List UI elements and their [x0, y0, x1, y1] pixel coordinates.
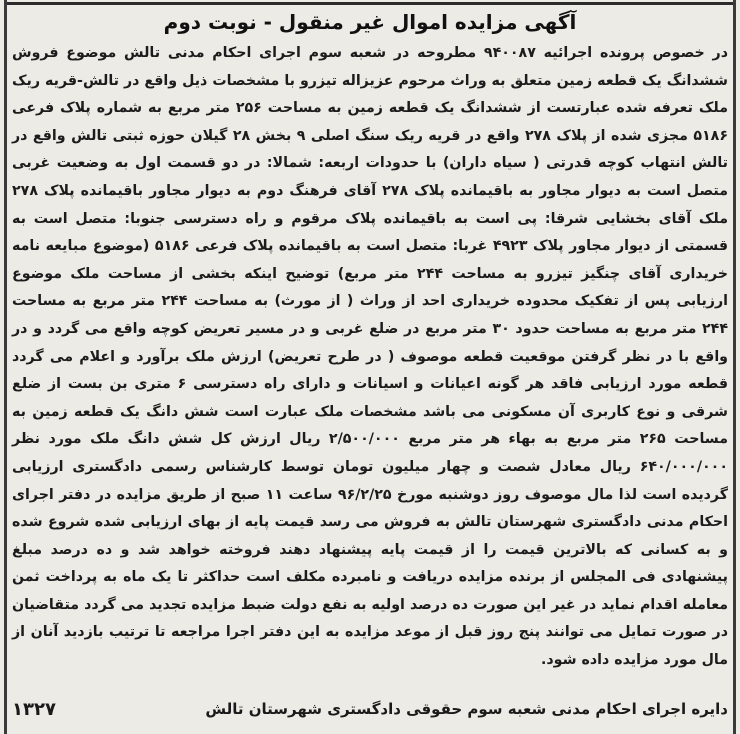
notice-number: ۱۳۲۷: [12, 698, 56, 720]
left-border: [4, 0, 7, 734]
top-border: [6, 2, 734, 5]
right-border: [733, 0, 736, 734]
notice-body: در خصوص پرونده اجرائیه ۹۴۰۰۸۷ مطروحه در شعبه سوم اجرای احکام مدنی تالش موضوع فروش ششدانگ یک قطعه زمین متعلق به وراث مرحوم عزیزاله تیزرو با مشخصات ذیل واقع در تالش-قریه ریک ملک تعرفه شده عبارتست از ششدانگ یک قطعه زمین به مساحت ۲۵۶ متر مربع به شماره پلاک فرعی ۵۱۸۶ مجزی شده از پلاک ۲۷۸ واقع در قریه ریک سنگ اصلی ۹ بخش ۲۸ گیلان حوزه ثبتی تالش واقع در تالش انتهاب کوچه قدرتی ( سیاه داران) با حدودات اربعه: شمالا: در دو قسمت اول به وضعیت غربی متصل است به دیوار مجاور به باقیمانده پلاک ۲۷۸ آقای فرهنگ دوم به دیوار مجاور باقیمانده پلاک ۲۷۸ ملک آقای بخشایی شرقا: پی است به باقیمانده پلاک مرقوم و راه دسترسی جنوبا: متصل است به قسمتی از دیوار مجاور پلاک ۴۹۲۳ غربا: متصل است به باقیمانده پلاک فرعی ۵۱۸۶ (موضوع مبایعه نامه خریداری آقای چنگیز تیزرو به مساحت ۲۴۴ متر مربع) توضیح اینکه بخشی از مساحت ملک موضوع ارزیابی پس از تفکیک محدوده خریداری احد از وراث ( از مورث) به مساحت ۲۴۴ متر مربع به مساحت ۲۴۴ متر مربع به مساحت حدود ۳۰ متر مربع در ضلع غربی و در مسیر تعریض کوچه واقع می گردد و در واقع با در نظر گرفتن موقعیت قطعه موصوف ( در طرح تعریض) ارزش ملک برآورد و اعلام می گردد قطعه مورد ارزیابی فاقد هر گونه اعیانات و اسیانات و دارای راه دسترسی ۶ متری بن بست از ضلع شرقی و نوع کاربری آن مسکونی می باشد مشخصات ملک عبارت است شش دانگ یک قطعه زمین به مساحت ۲۶۵ متر مربع به بهاء هر متر مربع ۲/۵۰۰/۰۰۰ ریال ارزش کل شش دانگ ملک مورد نظر ۶۴۰/۰۰۰/۰۰۰ ریال معادل شصت و چهار میلیون تومان توسط کارشناس رسمی دادگستری ارزیابی گردیده است لذا مال موصوف روز دوشنبه مورخ ۹۶/۲/۲۵ ساعت ۱۱ صبح از طریق مزایده در دفتر اجرای احکام مدنی دادگستری شهرستان تالش به فروش می رسد قیمت پایه از بهای ارزیابی شده شروع شده و به کسانی که بالاترین قیمت را از قیمت پایه پیشنهاد دهند فروخته خواهد شد و ده درصد مبلغ پیشنهادی فی المجلس از برنده مزایده دریافت و نامبرده مکلف است حداکثر تا یک ماه به پرداخت ثمن معامله اقدام نماید در غیر این صورت ده درصد اولیه به نفع دولت ضبط مزایده تجدید می گردد متقاضیان در صورت تمایل می توانند پنج روز قبل از موعد مزایده به این دفتر اجرا مراجعه تا ترتیب بازدید آنان از مال مورد مزایده داده شود.: [12, 45, 729, 669]
notice-title: آگهی مزایده اموال غیر منقول - نوبت دوم: [163, 10, 577, 34]
issuer-signature: دایره اجرای احکام مدنی شعبه سوم حقوقی دادگستری شهرستان تالش: [205, 700, 728, 718]
notice-footer: [12, 696, 728, 722]
